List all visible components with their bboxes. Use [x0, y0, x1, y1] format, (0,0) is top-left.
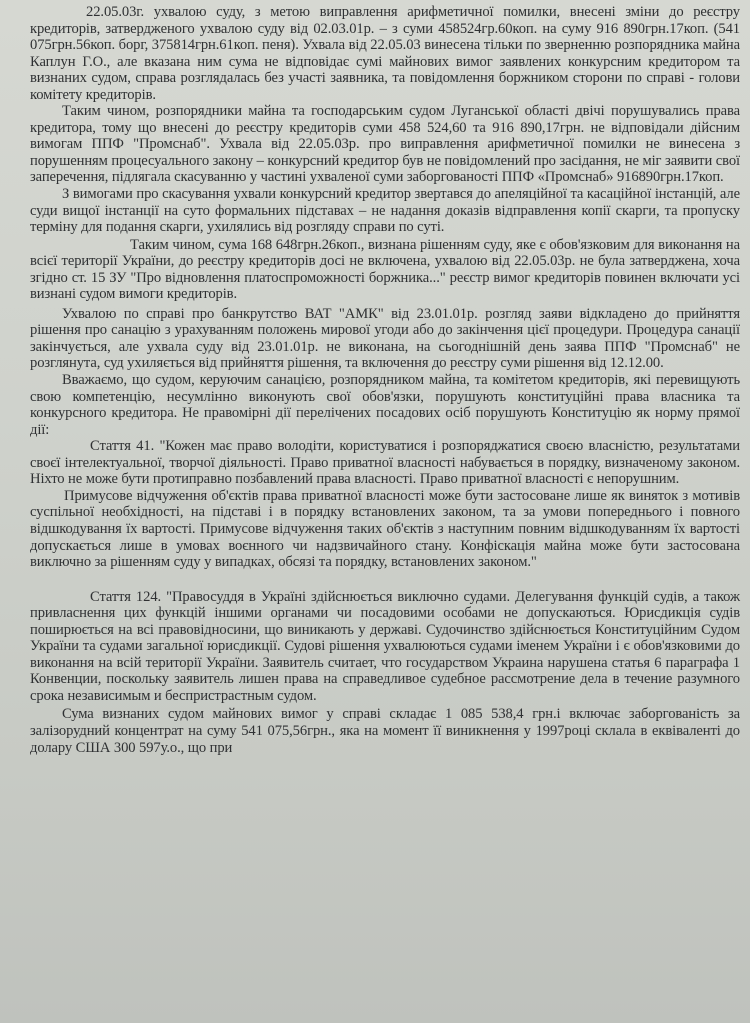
paragraph-bankruptcy-case: Ухвалою по справі про банкрутство ВАТ "АМК" від 23.01.01р. розгляд заяви відкладено до прийняття рішення про санацію з урахуванням положень мирової угоди або до закінчення цієї процедури. Процедура санації закінчується, але ухвала суду від 23.01.01р. не виконана, на сьогоднішній день заява ППФ "Промснаб" не розглянута, суд ухиляється від прийняття рішення, та включення до реєстру суми рішення від 12.12.00.	[30, 305, 740, 372]
paragraph-article-124: Стаття 124. "Правосуддя в Україні здійснюється виключно судами. Делегування функцій судів, а також привласнення цих функцій іншими органами чи посадовими особами не допускаються. Юрисдикція судів поширюється на всі правовідносини, що виникають у державі. Судочинство здійснюється Конституційним Судом України та судами загальної юрисдикції. Судові рішення ухвалюються судами іменем України і є обов'язковими до виконання на всій території України. Заявитель считает, что государством Украина нарушена статья 6 параграфа 1 Конвенции, поскольку заявитель лишен права на справедливое судебное рассмотрение дела в течение разумного срока независимым и беспристрастным судом.	[30, 588, 740, 704]
paragraph-correction-ruling: 22.05.03г. ухвалою суду, з метою виправлення арифметичної помилки, внесені зміни до реєстру кредиторів, затвердженого ухвалою суду від 02.03.01р. – з суми 458524гр.60коп. на суму 916 890грн.17коп. (541 075грн.56коп. борг, 375814грн.61коп. пеня). Ухвала від 22.05.03 винесена тільки по зверненню розпорядника майна Каплун Г.О., але вказана ним сума не відповідає сумі майнових вимог заявлених конкурсним кредитором та визнаних судом, справа розглядалась без участі заявника, та повідомлення боржником сторони по справі - голови комітету кредиторів.	[30, 4, 740, 103]
paragraph-appeal: З вимогами про скасування ухвали конкурсний кредитор звертався до апеляційної та касаційної інстанцій, але суди вищої інстанції на суто формальних підставах – не надання доказів відправлення копії скарги, та пропуску терміну для подання скарги, ухилялись від розгляду справи по суті.	[30, 186, 740, 236]
document-body	[30, 4, 740, 756]
paragraph-constitution-violation: Вважаємо, що судом, керуючим санацією, розпорядником майна, та комітетом кредиторів, які перевищують свою компетенцію, несумлінно виконують свої обов'язки, порушують конституційні права власника та конкурсного кредитора. Не правомірні дії перелічених посадових осіб порушують Конституцію як норму прямої дії:	[30, 372, 740, 438]
paragraph-claims-total: Сума визнаних судом майнових вимог у справі складає 1 085 538,4 грн.і включає заборгованість за залізорудний концентрат на суму 541 075,56грн., яка на момент її виникнення у 1997році склала в еквіваленті до долару США 300 597у.о., що при	[30, 706, 740, 756]
paragraph-article-41-forced-alienation: Примусове відчуження об'єктів права приватної власності може бути застосоване лише як виняток з мотивів суспільної необхідності, на підставі і в порядку встановлених законом, та за умови попереднього і повного відшкодування їх вартості. Примусове відчуження таких об'єктів з наступним повним відшкодуванням їх вартості допускається лише в умовах воєнного чи надзвичайного стану. Конфіскація майна може бути застосована виключно за рішенням суду у випадках, обсязі та порядку, встановлених законом."	[30, 487, 740, 571]
paragraph-article-41: Стаття 41. "Кожен має право володіти, користуватися і розпоряджатися своєю власністю, результатами своєї інтелектуальної, творчої діяльності. Право приватної власності набувається в порядку, визначеному законом. Ніхто не може бути протиправно позбавлений права власності. Право приватної власності є непорушним.	[30, 438, 740, 488]
paragraph-creditor-rights-violated: Таким чином, розпорядники майна та господарським судом Луганської області двічі порушувались права кредитора, тому що внесені до реєстру кредиторів суми 458 524,60 та 916 890,17грн. не відповідали дійсним вимогам ППФ "Промснаб". Ухвала від 22.05.03р. про виправлення арифметичної помилки не винесена з порушенням процесуального закону – конкурсний кредитор був не повідомлений про засідання, не міг заявити свої заперечення, підлягала скасуванню у частині ухваленої суми заборгованості ППФ «Промснаб» 916890грн.17коп.	[30, 103, 740, 186]
paragraph-registry-amount: Таким чином, сума 168 648грн.26коп., визнана рішенням суду, яке є обов'язковим для виконання на всієї території України, до реєстру кредиторів досі не включена, ухвалою від 22.05.03р. не була затверджена, хоча згідно ст. 15 ЗУ "Про відновлення платоспроможності боржника..." реєстр вимог кредиторів повинен включати усі визнані судом вимоги кредиторів.	[30, 236, 740, 303]
